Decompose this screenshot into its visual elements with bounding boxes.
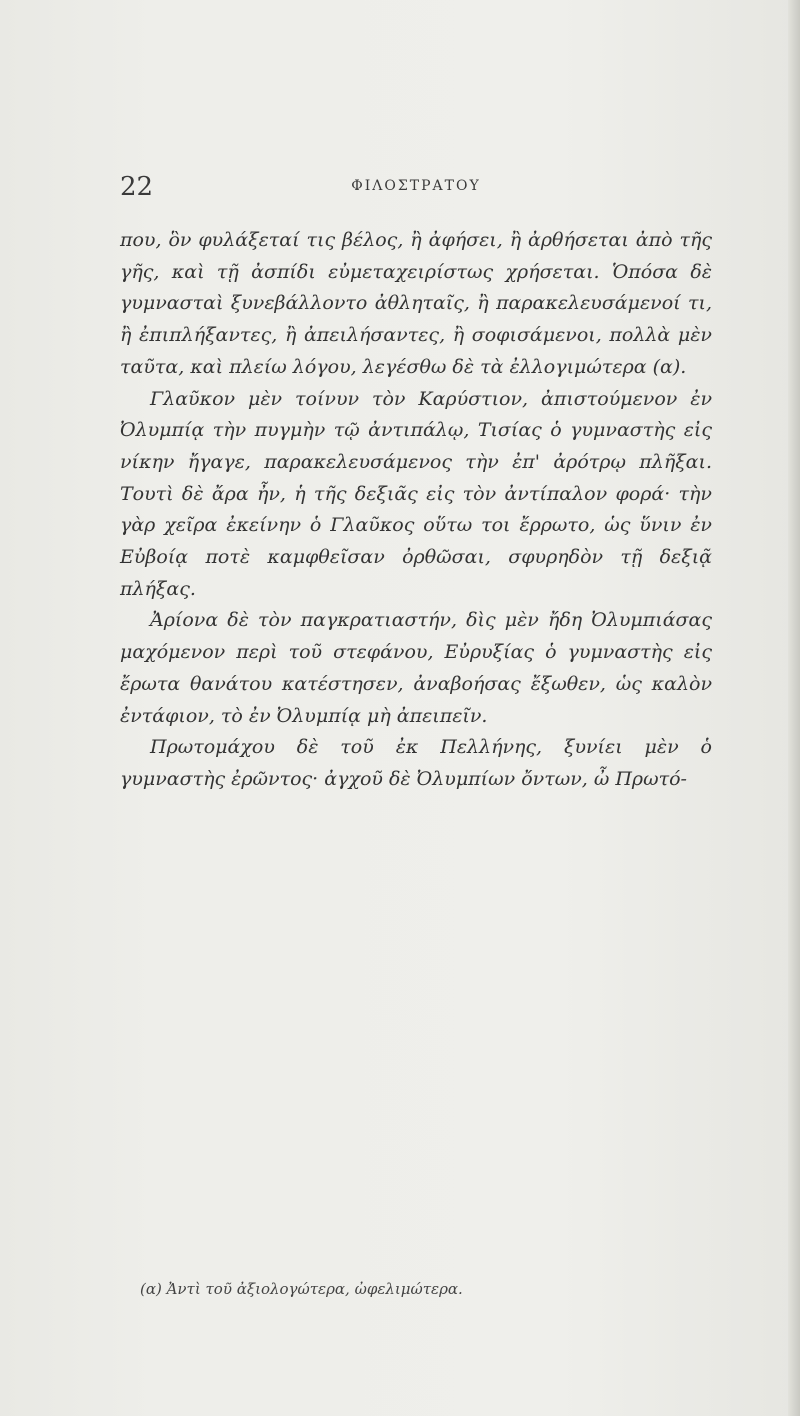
running-head bbox=[120, 172, 712, 202]
page-number: 22 bbox=[120, 172, 154, 202]
page-edge-shadow bbox=[788, 0, 800, 1416]
paragraph-glaucus: Γλαῦκον μὲν τοίνυν τὸν Καρύστιον, ἀπιστούμενον ἐν Ὀλυμπίᾳ τὴν πυγμὴν τῷ ἀντιπάλῳ, Τισίας ὁ γυμναστὴς εἰς νίκην ἤγαγε, παρακελευσάμενος τὴν ἐπ' ἀρότρῳ πλῆξαι. Τουτὶ δὲ ἄρα ἦν, ἡ τῆς δεξιᾶς εἰς τὸν ἀντίπαλον φορά· τὴν γὰρ χεῖρα ἐκείνην ὁ Γλαῦκος οὕτω τοι ἔρρωτο, ὡς ὕνιν ἐν Εὐβοίᾳ ποτὲ καμφθεῖσαν ὀρθῶσαι, σφυρηδὸν τῇ δεξιᾷ πλήξας. bbox=[120, 387, 712, 600]
paragraph-continuation: που, ὃν φυλάξεταί τις βέλος, ἢ ἀφήσει, ἢ ἀρθήσεται ἀπὸ τῆς γῆς, καὶ τῇ ἀσπίδι εὐμεταχειρίστως χρήσεται. Ὁπόσα δὲ γυμνασταὶ ξυνεβάλλοντο ἀθληταῖς, ἢ παρακελευσάμενοί τι, ἢ ἐπιπλήξαντες, ἢ ἀπειλήσαντες, ἢ σοφισάμενοι, πολλὰ μὲν ταῦτα, καὶ πλείω λόγου, λεγέσθω δὲ τὰ ἐλλογιμώτερα (α). bbox=[120, 229, 712, 378]
paragraph-protomachus: Πρωτομάχου δὲ τοῦ ἐκ Πελλήνης, ξυνίει μὲν ὁ γυμναστὴς ἐρῶντος· ἀγχοῦ δὲ Ὀλυμπίων ὄντων, ὦ Πρωτό- bbox=[120, 736, 712, 790]
footnote: (α) Ἀντὶ τοῦ ἀξιολογώτερα, ὠφελιμώτερα. bbox=[140, 1280, 463, 1298]
book-title: ΦΙΛΟΣΤΡΑΤΟΥ bbox=[351, 178, 481, 194]
main-text bbox=[120, 225, 712, 796]
paragraph-arion: Ἀρίονα δὲ τὸν παγκρατιαστήν, δὶς μὲν ἤδη Ὀλυμπιάσας μαχόμενον περὶ τοῦ στεφάνου, Εὐρυξίας ὁ γυμναστὴς εἰς ἔρωτα θανάτου κατέστησεν, ἀναβοήσας ἔξωθεν, ὡς καλὸν ἐντάφιον, τὸ ἐν Ὀλυμπίᾳ μὴ ἀπειπεῖν. bbox=[120, 609, 712, 727]
